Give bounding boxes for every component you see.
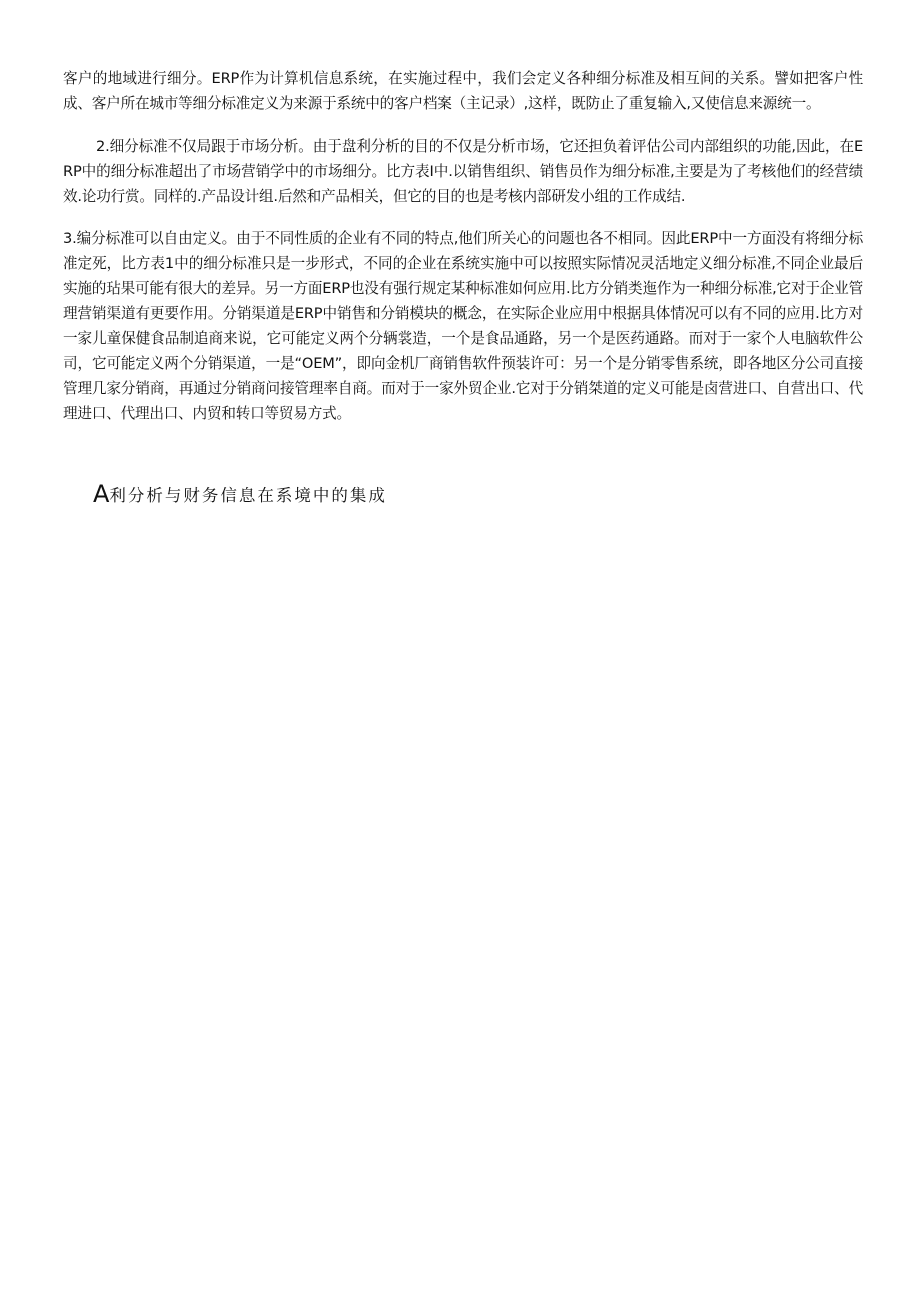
paragraph-customer-segmentation: 客户的地域进行细分。ERP作为计算机信息系统，在实施过程中，我们会定义各种细分标准及相互间的关系。譬如把客户性成、客户所在城市等细分标准定义为来源于系统中的客户档案（主记录）,这样，既防止了重复输入,又使信息来源统一。 [63, 70, 863, 112]
document-body [63, 66, 863, 426]
section-heading-lead: A [93, 480, 110, 508]
section-heading [93, 480, 387, 510]
paragraph-custom-segment-standard: 3.编分标准可以自由定义。由于不同性质的企业有不同的特点,他们所关心的问题也各不相同。因此ERP中一方面没有将细分标准定死，比方表1中的细分标准只是一步形式，不同的企业在系统实施中可以按照实际情况灵活地定义细分标准,不同企业最后实施的玷果可能有很大的差异。另一方面ERP也没有强行规定某种标准如何应用.比方分销类迤作为一种细分标准,它对于企业管理营销渠道有更要作用。分销渠道是ERP中销售和分销模块的概念，在实际企业应用中根据具体情况可以有不同的应用.比方对一家儿童保健食品制追商来说，它可能定义两个分辆裳造，一个是食品通路，另一个是医药通路。而对于一家个人电脑软件公司，它可能定义两个分销渠道，一是“OEM”，即向金机厂商销售软件预装许可：另一个是分销零售系统，即各地区分公司直接管理几家分销商，再通过分销商问接管理率自商。而对于一家外贸企业.它对于分销桀道的定义可能是卤营进口、自营出口、代理进口、代理出口、内贸和转口等贸易方式。 [63, 230, 863, 422]
paragraph-segment-standard-scope: 2.细分标准不仅局跟于市场分析。由于盘利分析的目的不仅是分析市场，它还担负着评估公司内部组织的功能,因此，在ERP中的细分标准超出了市场营销学中的市场细分。比方表I中.以销售组织、销售员作为细分标准,主要是为了考核他们的经营绩效.论功行赏。同样的.产品设计组.后然和产品相关，但它的目的也是考核内部研发小组的工作成结. [63, 138, 863, 205]
section-heading-text: 利分析与财务信息在系境中的集成 [109, 486, 387, 505]
